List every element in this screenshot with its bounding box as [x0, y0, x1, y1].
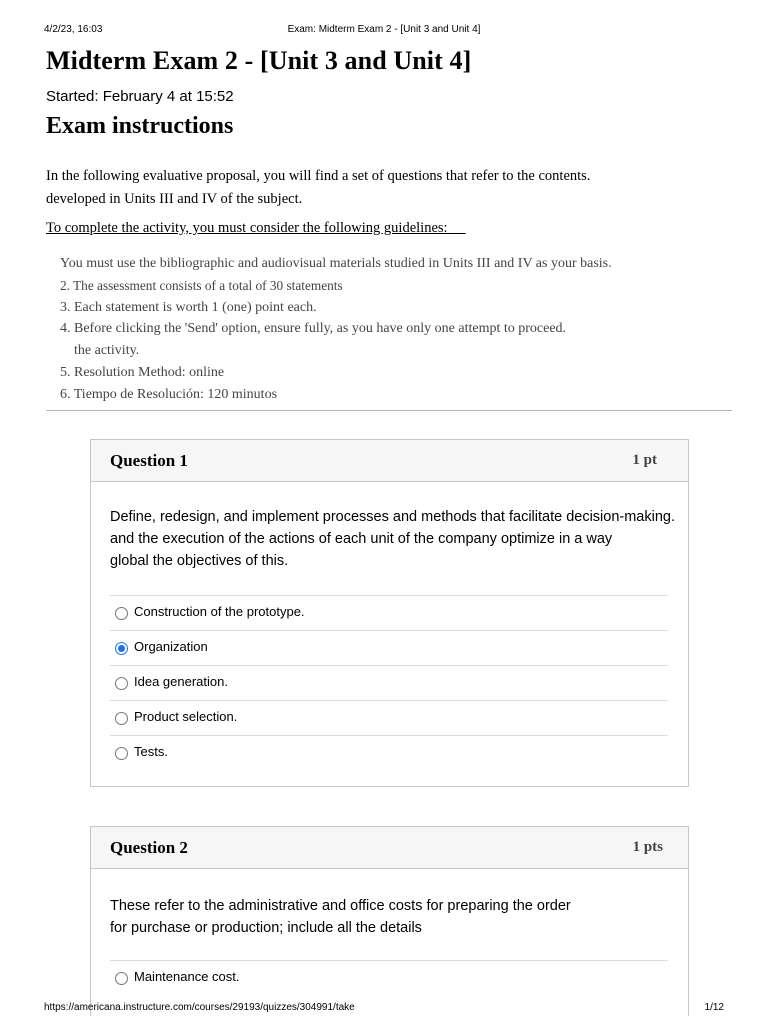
instructions-intro: [46, 165, 686, 211]
print-header: [44, 24, 724, 38]
guidelines-heading: To complete the activity, you must consider the following guidelines:: [46, 220, 466, 236]
guideline-item: 4. Before clicking the 'Send' option, ensure fully, as you have only one attempt to proceed.: [60, 321, 567, 337]
answer-label[interactable]: Organization: [134, 639, 208, 654]
question-header: [91, 440, 688, 482]
answer-label[interactable]: Idea generation.: [134, 674, 228, 689]
question-text-line: for purchase or production; include all the details: [110, 920, 422, 936]
intro-line: developed in Units III and IV of the subject.: [46, 191, 303, 207]
answer-option[interactable]: [110, 735, 668, 770]
guideline-item-continuation: the activity.: [74, 343, 140, 359]
radio-button-selected[interactable]: [115, 642, 128, 655]
radio-button[interactable]: [115, 677, 128, 690]
question-card-1: [90, 439, 689, 787]
print-footer: [44, 1002, 724, 1016]
answer-label[interactable]: Construction of the prototype.: [134, 604, 305, 619]
radio-button[interactable]: [115, 747, 128, 760]
question-text-line: Define, redesign, and implement processes and methods that facilitate decision-making.: [110, 509, 675, 525]
instructions-heading: Exam instructions: [46, 113, 234, 139]
answer-label[interactable]: Product selection.: [134, 709, 238, 724]
question-header: [91, 827, 688, 869]
guideline-item: You must use the bibliographic and audiovisual materials studied in Units III and IV as your basis.: [60, 256, 612, 271]
answer-option[interactable]: [110, 960, 668, 995]
print-page-number: 1/12: [704, 1002, 724, 1013]
question-text-line: These refer to the administrative and office costs for preparing the order: [110, 898, 571, 914]
question-text: [110, 506, 695, 572]
radio-button[interactable]: [115, 712, 128, 725]
answer-option[interactable]: [110, 595, 668, 630]
print-url: https://americana.instructure.com/courses/29193/quizzes/304991/take: [44, 1002, 355, 1013]
radio-button[interactable]: [115, 972, 128, 985]
question-text-line: global the objectives of this.: [110, 553, 289, 569]
answer-list: [110, 960, 668, 995]
answer-label[interactable]: Tests.: [134, 744, 168, 759]
question-points: 1 pts: [632, 839, 663, 855]
print-page-title: Exam: Midterm Exam 2 - [Unit 3 and Unit 4]: [287, 24, 481, 35]
guideline-item: 6. Tiempo de Resolución: 120 minutos: [60, 386, 278, 402]
answer-label[interactable]: Maintenance cost.: [134, 969, 240, 984]
print-datetime: 4/2/23, 16:03: [44, 24, 103, 35]
answer-option[interactable]: [110, 665, 668, 700]
question-points: 1 pt: [632, 452, 657, 468]
radio-button[interactable]: [115, 607, 128, 620]
answer-list: [110, 595, 668, 770]
question-text-line: and the execution of the actions of each unit of the company optimize in a way: [110, 531, 613, 547]
answer-option[interactable]: [110, 700, 668, 735]
guideline-item: 5. Resolution Method: online: [60, 364, 225, 380]
section-divider: [46, 410, 732, 411]
question-card-2: [90, 826, 689, 1016]
question-title: Question 1: [110, 451, 188, 470]
exam-started-time: Started: February 4 at 15:52: [46, 88, 234, 105]
question-text: [110, 895, 695, 939]
answer-option[interactable]: [110, 630, 668, 665]
guidelines-list: [60, 253, 720, 406]
exam-title: Midterm Exam 2 - [Unit 3 and Unit 4]: [46, 46, 472, 75]
guideline-item: 2. The assessment consists of a total of 30 statements: [60, 277, 343, 293]
question-title: Question 2: [110, 838, 188, 857]
intro-line: In the following evaluative proposal, you will find a set of questions that refer to the contents.: [46, 168, 591, 184]
guideline-item: 3. Each statement is worth 1 (one) point each.: [60, 299, 317, 315]
